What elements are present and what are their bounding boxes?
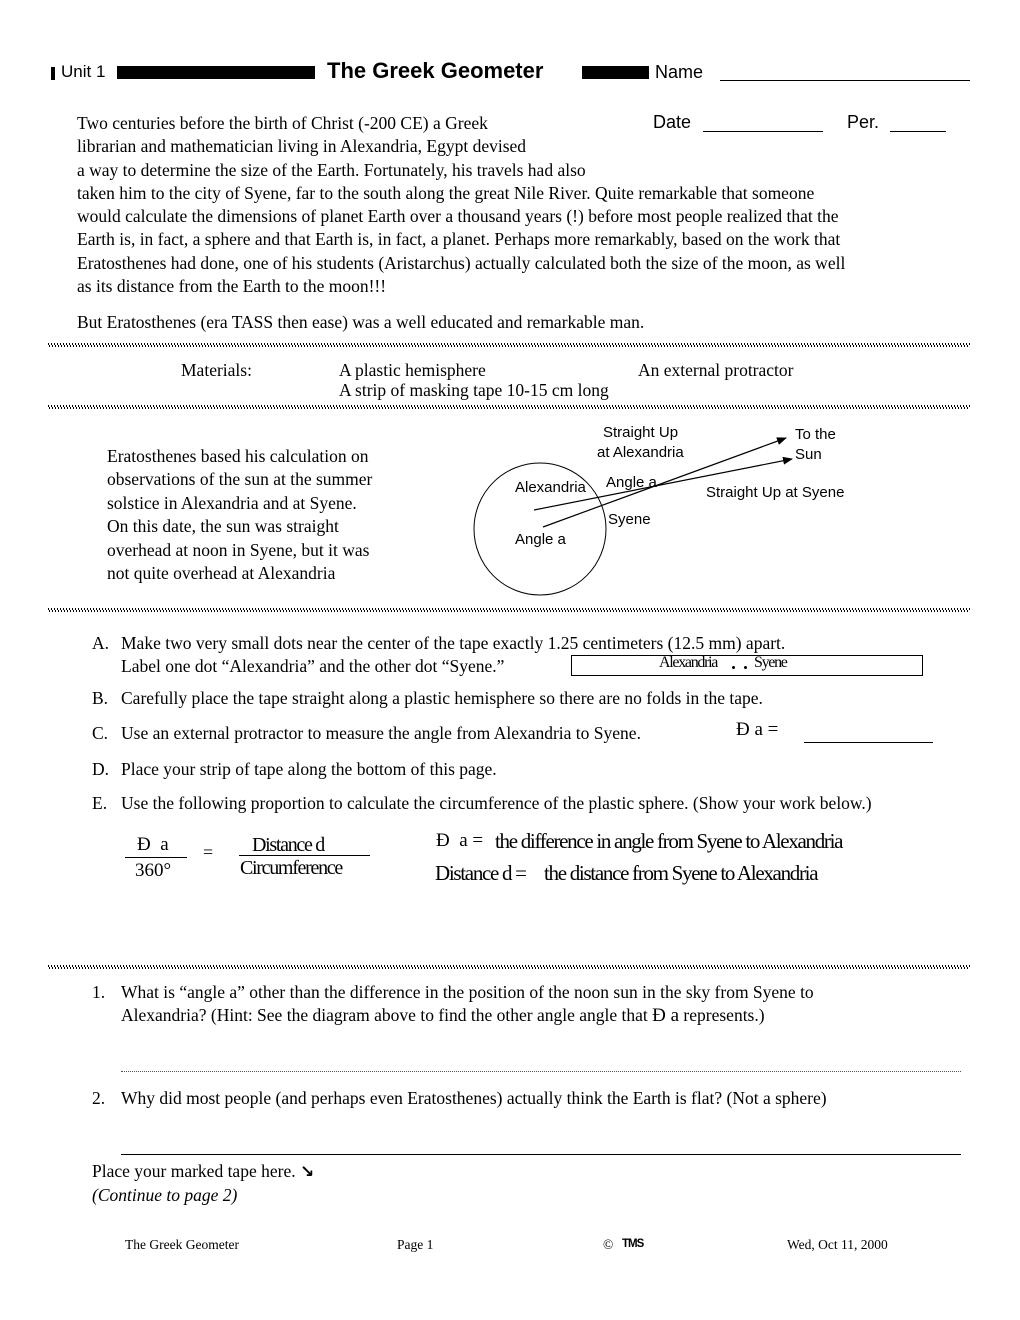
intro-closing: But Eratosthenes (era TASS then ease) was a well educated and remarkable man. bbox=[77, 312, 645, 332]
intro-line: Eratosthenes had done, one of his students (Aristarchus) actually calculated both the size of the moon, as well bbox=[77, 252, 846, 273]
formula-bar-left bbox=[125, 857, 187, 858]
label-syene: Syene bbox=[608, 511, 651, 528]
box-syene: Syene bbox=[754, 654, 787, 671]
footer-logo: TMS bbox=[622, 1238, 644, 1250]
step-a bbox=[92, 632, 785, 655]
caption-line: On this date, the sun was straight bbox=[107, 516, 339, 537]
def2-text: the distance from Syene to Alexandria bbox=[544, 861, 818, 885]
caption-line: observations of the sun at the summer bbox=[107, 469, 373, 490]
step-c-text: Use an external protractor to measure the angle from Alexandria to Syene. bbox=[121, 723, 641, 743]
unit-label: Unit 1 bbox=[61, 62, 106, 81]
intro-line: as its distance from the Earth to the moon!!! bbox=[77, 276, 387, 297]
divider-4 bbox=[48, 965, 970, 969]
angle-a-label: Ð a = bbox=[736, 719, 779, 740]
tape-label-box bbox=[571, 655, 923, 676]
step-d bbox=[92, 758, 497, 781]
question-1-line2a: Alexandria? (Hint: See the diagram above to find the other angle angle that bbox=[121, 1005, 648, 1025]
question-2-answer-line[interactable] bbox=[121, 1153, 961, 1155]
footer-page: Page 1 bbox=[397, 1237, 434, 1252]
step-b bbox=[92, 687, 763, 710]
label-straight-up-syene: Straight Up at Syene bbox=[706, 484, 845, 501]
intro-line: Two centuries before the birth of Christ (-200 CE) a Greek bbox=[77, 113, 488, 133]
caption-line: not quite overhead at Alexandria bbox=[107, 563, 336, 584]
label-alexandria: Alexandria bbox=[515, 479, 586, 496]
page-title: The Greek Geometer bbox=[327, 58, 544, 83]
formula-den-left: 360° bbox=[135, 860, 172, 881]
tape-note bbox=[92, 1160, 314, 1184]
material-protractor: An external protractor bbox=[638, 360, 794, 380]
step-a-line2: Label one dot “Alexandria” and the other dot “Syene.” bbox=[121, 656, 505, 676]
question-1-line2-row bbox=[92, 1004, 765, 1027]
intro-line: taken him to the city of Syene, far to the south along the great Nile River. Quite remarkable that someone bbox=[77, 182, 815, 203]
intro-line: a way to determine the size of the Earth. Fortunately, his travels had also bbox=[77, 159, 586, 180]
question-2-text: Why did most people (and perhaps even Eratosthenes) actually think the Earth is flat? (Not a sphere) bbox=[121, 1088, 827, 1108]
caption-line: solstice in Alexandria and at Syene. bbox=[107, 492, 357, 513]
step-e-text: Use the following proportion to calculate the circumference of the plastic sphere. (Show your work below.) bbox=[121, 793, 872, 813]
formula-num-right: Distance d bbox=[252, 834, 324, 856]
def2-symbol: Distance d = bbox=[435, 861, 526, 885]
question-2-number: 2. bbox=[92, 1088, 106, 1108]
footer-copyright: © bbox=[603, 1237, 614, 1252]
step-a-line1: Make two very small dots near the center of the tape exactly 1.25 centimeters (12.5 mm) apart. bbox=[121, 633, 786, 653]
material-tape: A strip of masking tape 10-15 cm long bbox=[339, 380, 609, 400]
step-a-line2-row bbox=[92, 655, 504, 678]
divider-3 bbox=[48, 608, 970, 612]
step-d-letter: D. bbox=[92, 759, 110, 779]
footer-title: The Greek Geometer bbox=[125, 1237, 239, 1252]
caption-line: overhead at noon in Syene, but it was bbox=[107, 539, 370, 560]
materials-label: Materials: bbox=[181, 360, 252, 380]
question-1 bbox=[92, 981, 814, 1004]
formula-bar-right bbox=[239, 855, 370, 856]
angle-a-answer-field[interactable] bbox=[804, 741, 933, 743]
label-to-the-sun-2: Sun bbox=[795, 446, 822, 463]
step-c bbox=[92, 722, 641, 745]
name-label: Name bbox=[655, 62, 704, 82]
box-alexandria: Alexandria bbox=[659, 654, 718, 671]
label-to-the-sun-1: To the bbox=[795, 426, 836, 443]
question-1-line1: What is “angle a” other than the difference in the position of the noon sun in the sky from Syene to bbox=[121, 982, 814, 1002]
intro-line: librarian and mathematician living in Alexandria, Egypt devised bbox=[77, 136, 527, 157]
footer-date: Wed, Oct 11, 2000 bbox=[787, 1237, 888, 1252]
question-1-line2b: represents.) bbox=[683, 1005, 765, 1025]
box-dot-alexandria bbox=[732, 666, 735, 669]
step-b-letter: B. bbox=[92, 688, 109, 708]
label-straight-up-alexandria-2: at Alexandria bbox=[597, 444, 684, 461]
def1-symbol: Ð a = bbox=[436, 830, 484, 851]
def1-text: the difference in angle from Syene to Alexandria bbox=[495, 829, 843, 853]
arrow-down-right-icon: ↘ bbox=[299, 1162, 315, 1182]
step-b-text: Carefully place the tape straight along a plastic hemisphere so there are no folds in the tape. bbox=[121, 688, 763, 708]
question-1-answer-line[interactable] bbox=[121, 1070, 961, 1072]
label-straight-up-alexandria-1: Straight Up bbox=[603, 424, 679, 441]
continue-note: (Continue to page 2) bbox=[92, 1185, 238, 1205]
formula-den-right: Circumference bbox=[240, 857, 342, 879]
formula-equals: = bbox=[203, 842, 214, 862]
label-angle-a-center: Angle a bbox=[515, 531, 566, 548]
question-1-number: 1. bbox=[92, 982, 106, 1002]
material-hemisphere: A plastic hemisphere bbox=[339, 360, 486, 380]
step-e-letter: E. bbox=[92, 793, 108, 813]
intro-line: Earth is, in fact, a sphere and that Earth is, in fact, a planet. Perhaps more remarkably, based on the work that bbox=[77, 229, 841, 250]
label-angle-a-top: Angle a bbox=[606, 474, 657, 491]
step-e bbox=[92, 792, 872, 815]
step-c-letter: C. bbox=[92, 723, 109, 743]
box-dot-syene bbox=[744, 666, 747, 669]
question-1-angle-symbol: Ð a bbox=[652, 1005, 680, 1026]
tape-note-text: Place your marked tape here. bbox=[92, 1161, 296, 1181]
step-a-letter: A. bbox=[92, 633, 110, 653]
intro-line: would calculate the dimensions of planet Earth over a thousand years (!) before most people realized that the bbox=[77, 206, 839, 227]
formula-num-left: Ð a bbox=[137, 834, 169, 855]
question-2 bbox=[92, 1087, 827, 1110]
date-label: Date bbox=[653, 112, 692, 132]
step-d-text: Place your strip of tape along the bottom of this page. bbox=[121, 759, 497, 779]
period-label: Per. bbox=[847, 112, 880, 132]
caption-line: Eratosthenes based his calculation on bbox=[107, 446, 369, 466]
